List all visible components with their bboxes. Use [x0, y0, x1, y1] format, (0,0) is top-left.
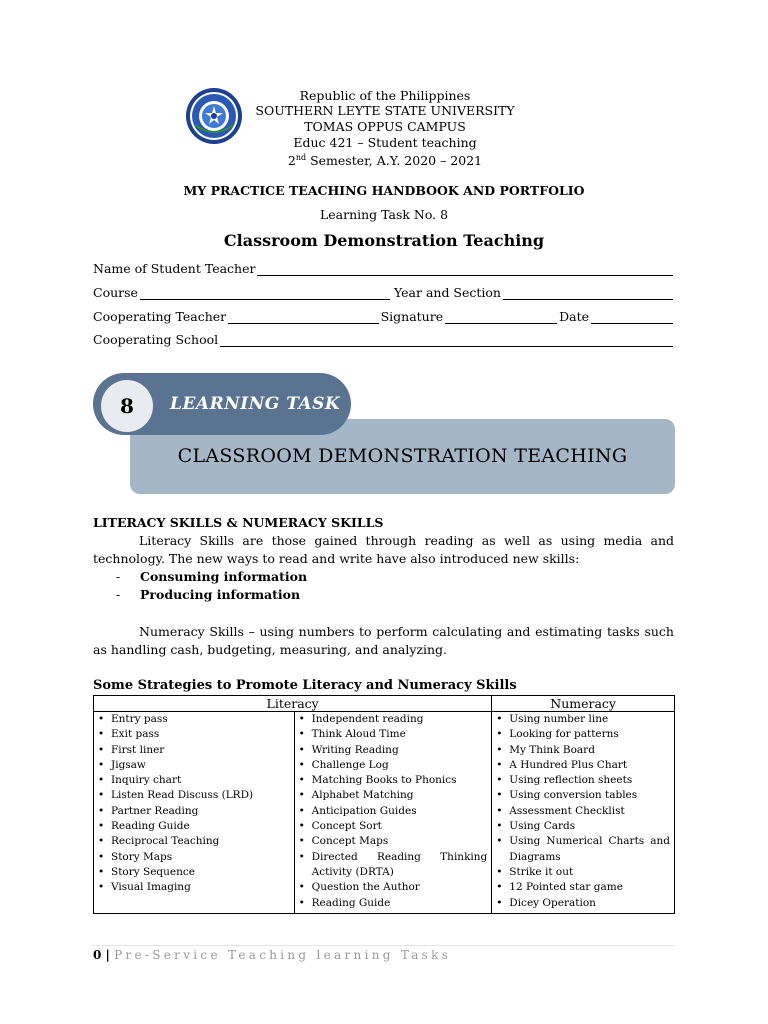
table-row [94, 712, 675, 914]
cooperating-teacher-label: Cooperating Teacher [93, 309, 227, 324]
literacy-column-1 [94, 712, 295, 914]
cooperating-teacher-blank[interactable] [228, 312, 378, 324]
footer-rule [93, 945, 675, 946]
strategy-item: • Question the Author [297, 880, 488, 895]
course-line: Educ 421 – Student teaching [293, 135, 477, 150]
strategy-item: • Directed Reading Thinking Activity (DRTA) [297, 850, 488, 881]
strategy-item: • Writing Reading [297, 743, 488, 758]
section-heading: LITERACY SKILLS & NUMERACY SKILLS [93, 515, 384, 530]
literacy-column-2 [294, 712, 492, 914]
page-number: 0 [93, 948, 102, 962]
strategy-item: • My Think Board [494, 743, 670, 758]
strategy-item: • Concept Maps [297, 834, 488, 849]
strategy-item: • Matching Books to Phonics [297, 773, 488, 788]
strategy-item: • Listen Read Discuss (LRD) [96, 788, 290, 803]
strategy-item: • Alphabet Matching [297, 788, 488, 803]
student-teacher-blank[interactable] [257, 264, 673, 276]
republic-line: Republic of the Philippines [299, 88, 471, 103]
date-label: Date [559, 309, 589, 324]
strategy-item: • Strike it out [494, 865, 670, 880]
strategy-item: • Looking for patterns [494, 727, 670, 742]
numeracy-paragraph: Numeracy Skills – using numbers to perform calculating and estimating tasks such as handling cash, budgeting, measuring, and analyzing. [93, 624, 674, 657]
strategy-item: • Dicey Operation [494, 896, 670, 911]
strategy-item: • Exit pass [96, 727, 290, 742]
semester-rest: Semester, A.Y. 2020 – 2021 [306, 153, 483, 169]
cooperating-school-field[interactable] [93, 332, 675, 347]
handbook-title: MY PRACTICE TEACHING HANDBOOK AND PORTFOLIO [183, 183, 585, 198]
signature-label: Signature [380, 309, 444, 324]
course-blank[interactable] [140, 288, 390, 300]
year-section-blank[interactable] [503, 288, 673, 300]
date-blank[interactable] [591, 312, 673, 324]
strategy-item: • Assessment Checklist [494, 804, 670, 819]
strategy-item: • A Hundred Plus Chart [494, 758, 670, 773]
skill-item-text: Consuming information [140, 569, 308, 584]
course-year-field[interactable] [93, 285, 675, 300]
strategies-heading: Some Strategies to Promote Literacy and Numeracy Skills [93, 678, 517, 693]
strategy-item: • Reciprocal Teaching [96, 834, 290, 849]
university-name: SOUTHERN LEYTE STATE UNIVERSITY [255, 103, 515, 118]
strategy-item: • Challenge Log [297, 758, 488, 773]
strategy-item: • Using reflection sheets [494, 773, 670, 788]
strategy-item: • Concept Sort [297, 819, 488, 834]
table-header-row [94, 696, 675, 712]
strategy-item: • Entry pass [96, 712, 290, 727]
skill-item: - Consuming information [116, 569, 308, 584]
banner-title: CLASSROOM DEMONSTRATION TEACHING [177, 445, 628, 467]
strategy-item: • Anticipation Guides [297, 804, 488, 819]
strategy-item: • Using number line [494, 712, 670, 727]
learning-task-label: LEARNING TASK [170, 394, 341, 414]
student-teacher-field[interactable] [93, 261, 675, 276]
document-title: Classroom Demonstration Teaching [223, 231, 545, 250]
strategy-item: • Using Cards [494, 819, 670, 834]
strategy-item: • Reading Guide [96, 819, 290, 834]
cooperating-school-label: Cooperating School [93, 332, 219, 347]
strategy-item: • Story Sequence [96, 865, 290, 880]
year-section-label: Year and Section [393, 285, 501, 300]
strategy-item: • Inquiry chart [96, 773, 290, 788]
strategy-item: • Jigsaw [96, 758, 290, 773]
literacy-header: Literacy [94, 696, 492, 712]
numeracy-header: Numeracy [492, 696, 675, 712]
semester-suffix: nd [295, 153, 307, 162]
task-number: Learning Task No. 8 [319, 207, 449, 222]
strategy-item: • Using Numerical Charts and Diagrams [494, 834, 670, 865]
strategy-item: • 12 Pointed star game [494, 880, 670, 895]
strategy-item: • Using conversion tables [494, 788, 670, 803]
semester-ordinal: 2 [287, 153, 296, 169]
strategy-item: • Visual Imaging [96, 880, 290, 895]
numeracy-column [492, 712, 675, 914]
task-number-badge: 8 [101, 380, 153, 432]
strategy-item: • Think Aloud Time [297, 727, 488, 742]
cooperating-school-blank[interactable] [220, 335, 673, 347]
campus-name: TOMAS OPPUS CAMPUS [304, 119, 466, 134]
skill-item: - Producing information [116, 587, 301, 602]
strategy-item: • Story Maps [96, 850, 290, 865]
page-footer [93, 948, 451, 962]
strategy-item: • Independent reading [297, 712, 488, 727]
skill-item-text: Producing information [140, 587, 301, 602]
cooperating-teacher-field[interactable] [93, 309, 675, 324]
strategy-item: • First liner [96, 743, 290, 758]
footer-separator: | [101, 948, 115, 962]
strategies-table [93, 695, 675, 914]
footer-text: Pre-Service Teaching learning Tasks [114, 948, 452, 962]
strategy-item: • Reading Guide [297, 896, 488, 911]
literacy-paragraph: Literacy Skills are those gained through reading as well as using media and technology. The new ways to read and write have also introduced new skills: [93, 533, 674, 566]
signature-blank[interactable] [445, 312, 557, 324]
course-label: Course [93, 285, 138, 300]
student-teacher-label: Name of Student Teacher [93, 261, 256, 276]
strategy-item: • Partner Reading [96, 804, 290, 819]
semester-line [140, 150, 630, 169]
